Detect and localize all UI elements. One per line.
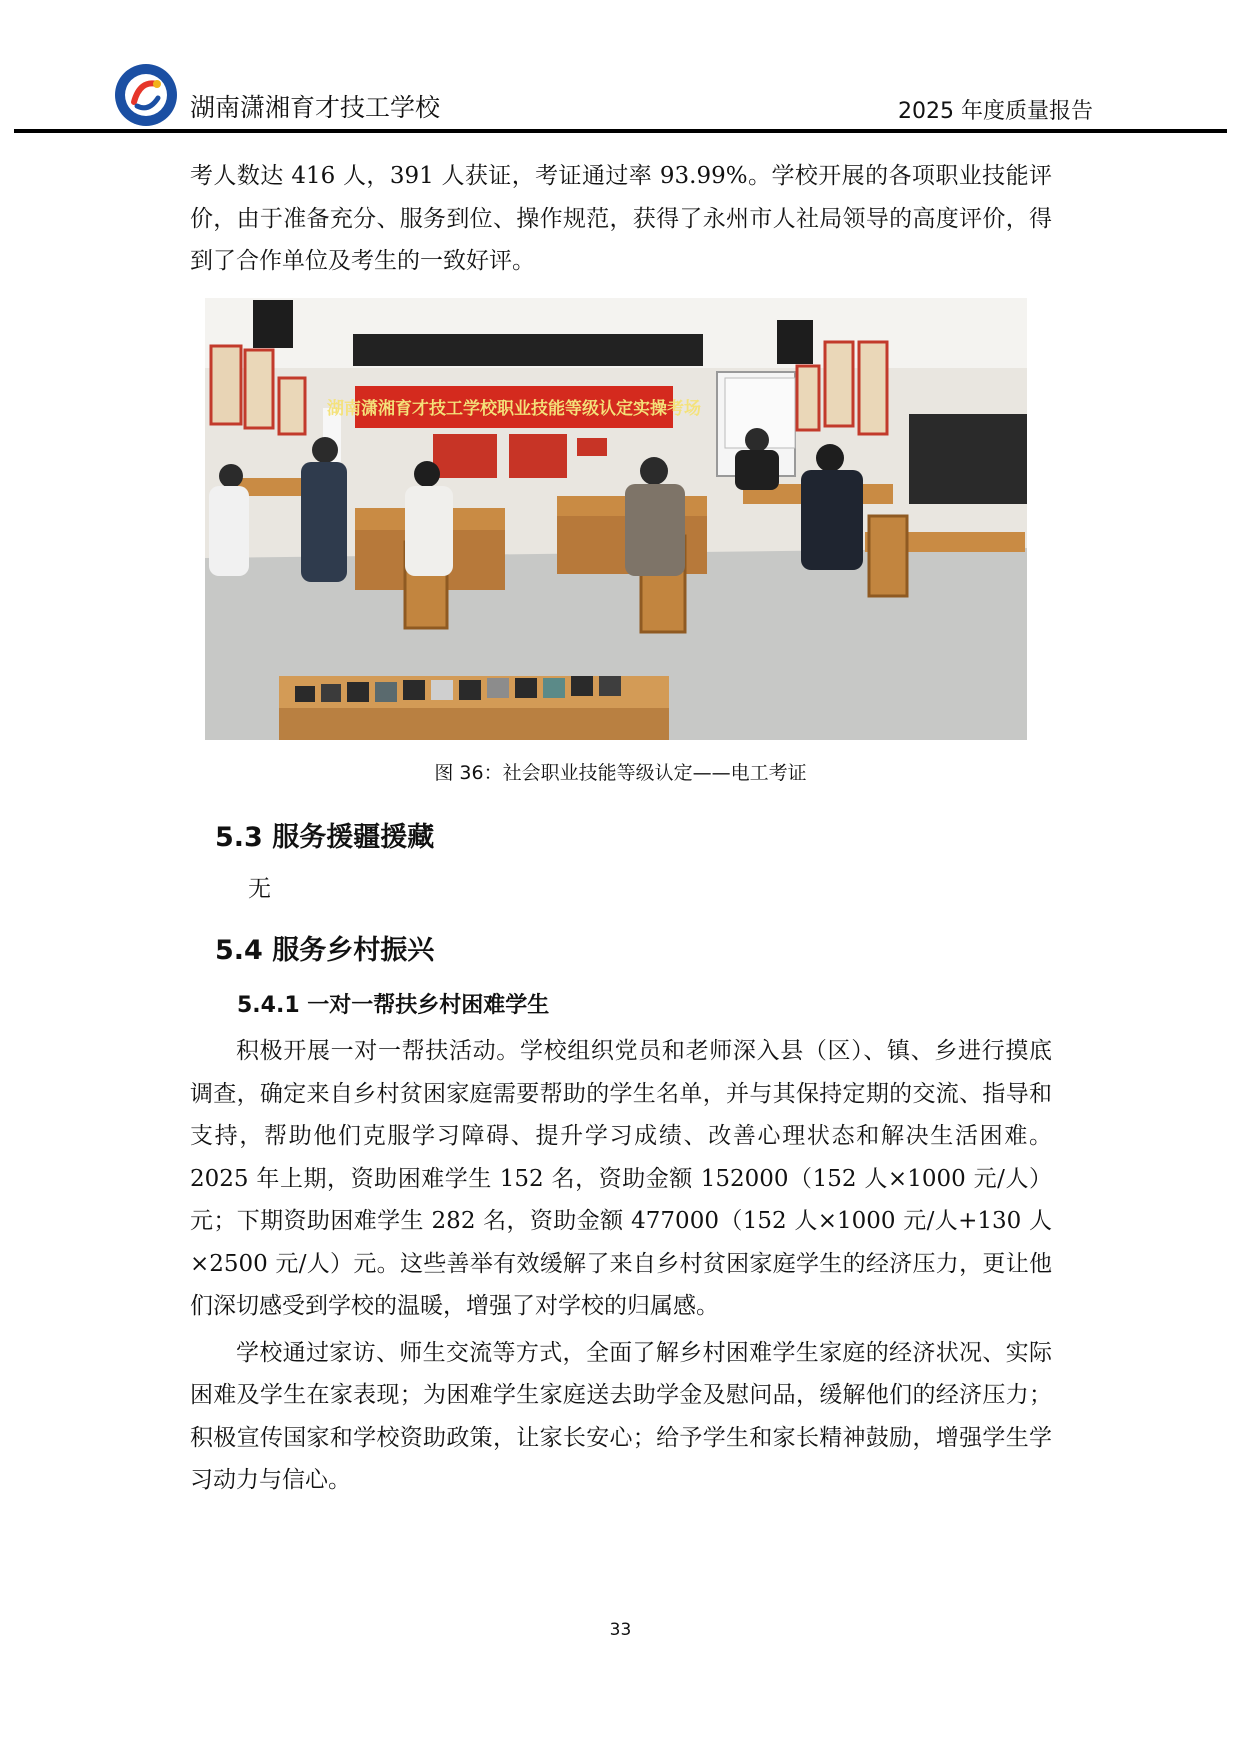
report-title: 2025 年度质量报告 [898, 99, 1093, 124]
paragraph-home-visits: 学校通过家访、师生交流等方式，全面了解乡村困难学生家庭的经济状况、实际困难及学生在家表现；为困难学生家庭送去助学金及慰问品，缓解他们的经济压力；积极宣传国家和学校资助政策，让家长安心；给予学生和家长精神鼓励，增强学生学习动力与信心。 [190, 1339, 1052, 1493]
page-number: 33 [609, 1620, 632, 1640]
subsection-heading-5-4-1: 5.4.1 一对一帮扶乡村困难学生 [237, 993, 550, 1018]
school-name: 湖南潇湘育才技工学校 [190, 93, 441, 122]
section-heading-5-3: 5.3 服务援疆援藏 [215, 822, 435, 853]
paragraph-assistance: 积极开展一对一帮扶活动。学校组织党员和老师深入县（区）、镇、乡进行摸底调查，确定来自乡村贫困家庭需要帮助的学生名单，并与其保持定期的交流、指导和支持，帮助他们克服学习障碍、提升学习成绩、改善心理状态和解决生活困难。2025 年上期，资助困难学生 152 名，资助金额 152000（152 人×1000 元/人）元；下期资助困难学生 282 名，资助金额 477000（152 人×1000 元/人+130 人×2500 元/人）元。这些善举有效缓解了来自乡村贫困家庭学生的经济压力，更让他们深切感受到学校的温暖，增强了对学校的归属感。 [190, 1038, 1052, 1319]
section-5-3-body: 无 [248, 876, 271, 902]
section-5-4-1-body [190, 1030, 1052, 1502]
header-divider [14, 129, 1227, 133]
intro-paragraph: 考人数达 416 人，391 人获证，考证通过率 93.99%。学校开展的各项职业技能评价，由于准备充分、服务到位、操作规范，获得了永州市人社局领导的高度评价，得到了合作单位及考生的一致好评。 [190, 163, 1052, 274]
section-heading-5-4: 5.4 服务乡村振兴 [215, 935, 435, 966]
photo-banner-text: 湖南潇湘育才技工学校职业技能等级认定实操考场 [327, 399, 701, 419]
figure-caption: 图 36：社会职业技能等级认定——电工考证 [434, 762, 807, 784]
school-logo [113, 62, 179, 128]
exam-room-photo [205, 298, 1027, 740]
